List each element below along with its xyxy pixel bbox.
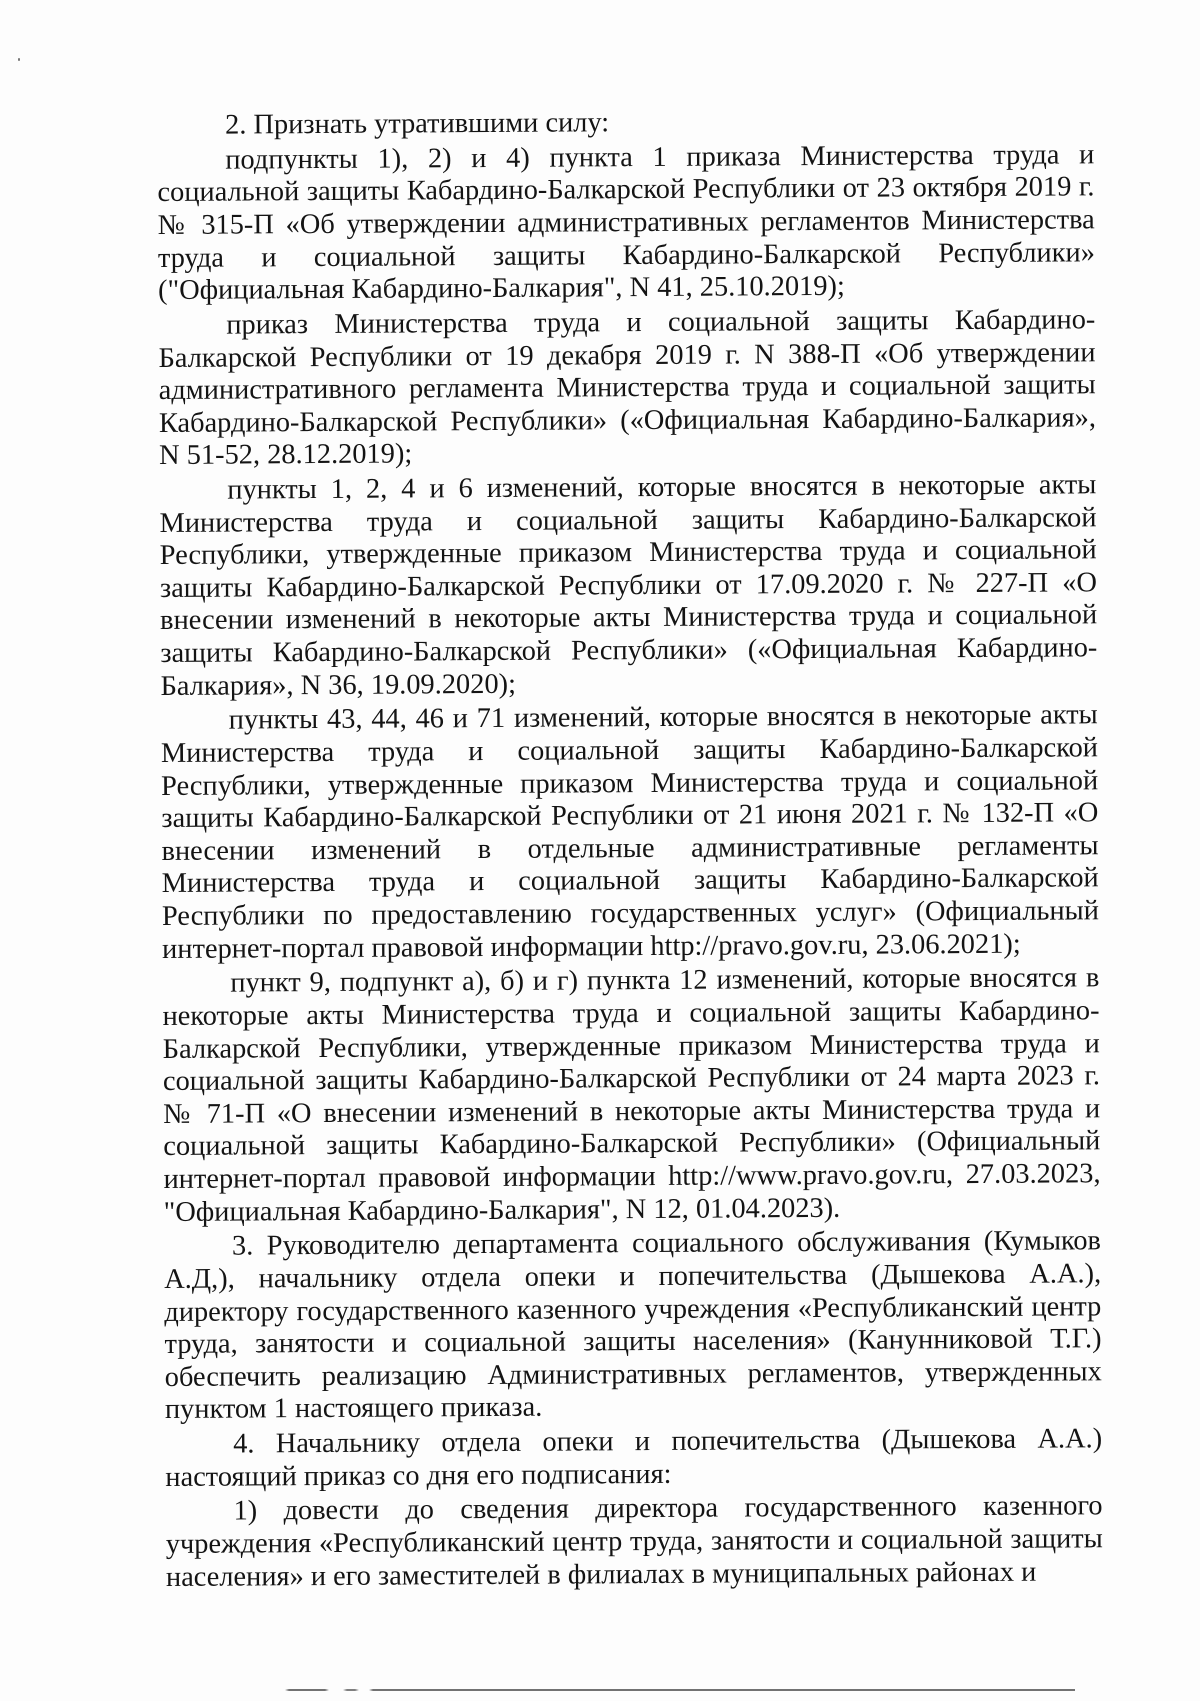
scan-artifact-mark — [18, 58, 20, 61]
paragraph-repeal-order-71: пункт 9, подпункт а), б) и г) пункта 12 изменений, которые вносятся в некоторые акты Министерства труда и социальной защиты Кабардино-Балкарской Республики, утвержденные приказом Министерства труда и социальной защиты Кабардино-Балкарской Республики от 24 марта 2023 г. № 71-П «О внесении изменений в некоторые акты Министерства труда и социальной защиты Кабардино-Балкарской Республики» (Официальный интернет-портал правовой информации http://www.pravo.gov.ru, 27.03.2023, "Официальная Кабардино-Балкария", N 12, 01.04.2023). — [162, 962, 1101, 1228]
paragraph-item-3: 3. Руководителю департамента социального обслуживания (Кумыков А.Д,), начальнику отдела опеки и попечительства (Дышекова А.А.), директору государственного казенного учреждения «Республиканский центр труда, занятости и социальной защиты населения» (Канунниковой Т.Г.) обеспечить реализацию Административных регламентов, утвержденных пунктом 1 настоящего приказа. — [164, 1225, 1102, 1426]
paragraph-repeal-order-315: подпункты 1), 2) и 4) пункта 1 приказа Министерства труда и социальной защиты Кабардино-Балкарской Республики от 23 октября 2019 г. № 315-П «Об утверждении административных регламентов Министерства труда и социальной защиты Кабардино-Балкарской Республики» ("Официальная Кабардино-Балкария", N 41, 25.10.2019); — [157, 139, 1095, 307]
paragraph-item-2-heading: 2. Признать утратившими силу: — [224, 107, 610, 141]
paragraph-repeal-order-227: пункты 1, 2, 4 и 6 изменений, которые вносятся в некоторые акты Министерства труда и социальной защиты Кабардино-Балкарской Республики, утвержденные приказом Министерства труда и социальной защиты Кабардино-Балкарской Республики от 17.09.2020 г. № 227-П «О внесении изменений в некоторые акты Министерства труда и социальной защиты Кабардино-Балкарской Республики» («Официальная Кабардино-Балкария», N 36, 19.09.2020); — [159, 469, 1098, 702]
document-body — [157, 104, 1103, 1596]
paragraph-item-4: 4. Начальнику отдела опеки и попечительства (Дышекова А.А.) настоящий приказ со дня его подписания: — [165, 1423, 1103, 1493]
paragraph-repeal-order-132: пункты 43, 44, 46 и 71 изменений, которые вносятся в некоторые акты Министерства труда и социальной защиты Кабардино-Балкарской Республики, утвержденные приказом Министерства труда и социальной защиты Кабардино-Балкарской Республики от 21 июня 2021 г. № 132-П «О внесении изменений в отдельные административные регламенты Министерства труда и социальной защиты Кабардино-Балкарской Республики по предоставлению государственных услуг» (Официальный интернет-портал правовой информации http://pravo.gov.ru, 23.06.2021); — [160, 699, 1100, 965]
paragraph-repeal-order-388: приказ Министерства труда и социальной защиты Кабардино-Балкарской Республики от 19 декабря 2019 г. N 388-П «Об утверждении административного регламента Министерства труда и социальной защиты Кабардино-Балкарской Республики» («Официальная Кабардино-Балкария», N 51-52, 28.12.2019); — [158, 304, 1096, 472]
paragraph-item-4-subitem-1: 1) довести до сведения директора государственного казенного учреждения «Республиканский центр труда, занятости и социальной защиты населения» и его заместителей в филиалах в муниципальных районах и — [165, 1490, 1103, 1593]
bottom-scan-line — [285, 1689, 1075, 1691]
